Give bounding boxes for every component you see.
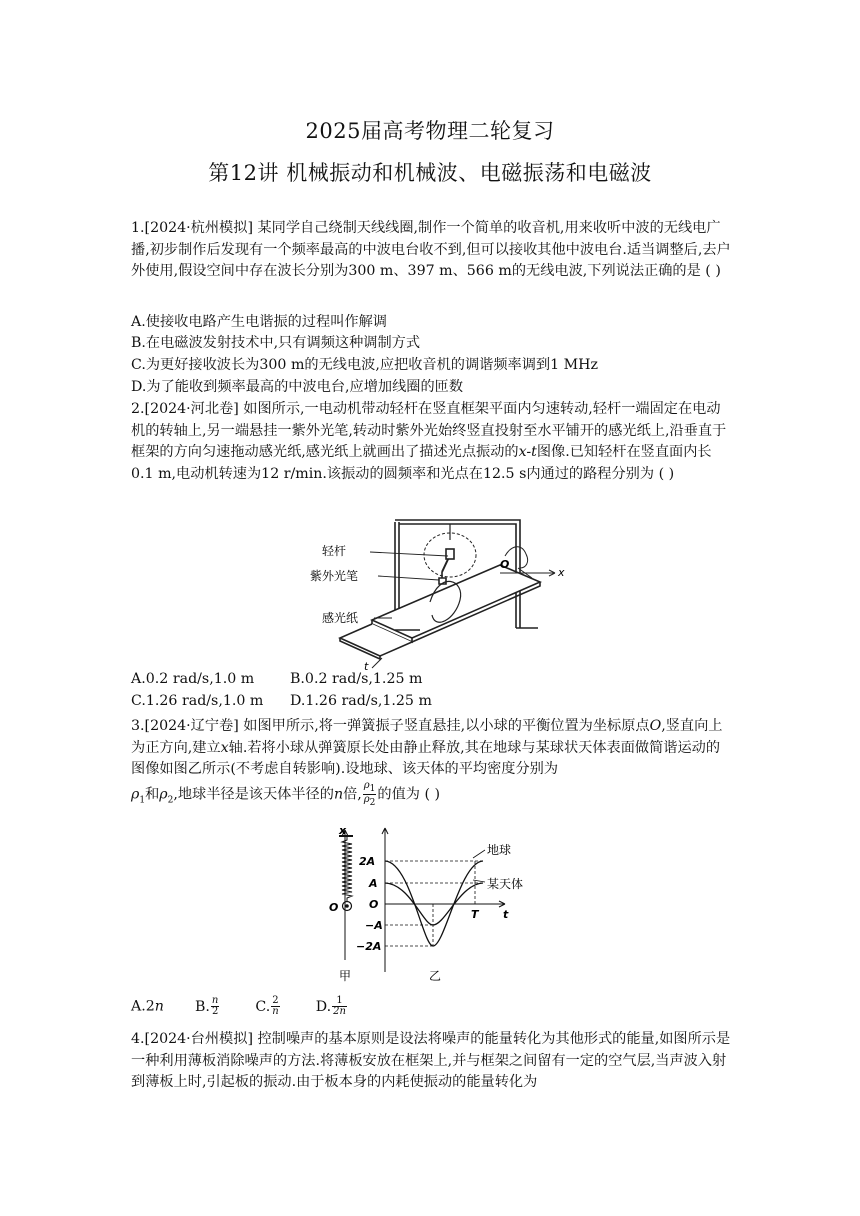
tick-origin: O — [369, 898, 379, 911]
q2-option-a: A.0.2 rad/s,1.0 m — [131, 671, 255, 687]
spring-x-axis-label: x — [339, 824, 347, 837]
q3-stem: 3.[2024·辽宁卷] 如图甲所示,将一弹簧振子竖直悬挂,以小球的平衡位置为坐标原点O,竖直向上为正方向,建立x轴.若将小球从弹簧原长处由静止释放,其在地球与某球状天体表面做简谐运动的图像如图乙所示(不考虑自转影响).设地球、该天体的平均密度分别为 $\rho_1$和$\rho_2$,地球半径是该天体半径的n倍, $\frac{\rho_1}{\rho_2}$ 的值为 ( ) — [131, 718, 723, 808]
q3-option-a: A.2n — [131, 998, 164, 1015]
legend-earth: 地球 — [487, 843, 512, 857]
q1-option-b: B.在电磁波发射技术中,只有调频这种调制方式 — [131, 335, 421, 351]
tick-neg-2a: −2A — [356, 940, 382, 953]
label-t-axis: t — [364, 660, 369, 670]
period-label: T — [471, 908, 479, 921]
label-photo-paper: 感光纸 — [322, 611, 359, 625]
time-axis-label: t — [503, 908, 509, 921]
label-rod: 轻杆 — [322, 544, 347, 558]
rho-ratio-fraction: $\frac{\rho_1}{\rho_2}$ — [363, 779, 376, 808]
q3-option-b: B. $\frac{n}{2}$ — [194, 995, 219, 1017]
q2-stem: 2.[2024·河北卷] 如图所示,一电动机带动轻杆在竖直框架平面内匀速转动,轻杆一端固定在电动机的转轴上,另一端悬挂一紫外光笔,转动时紫外光始终竖直投射至水平铺开的感光纸上,沿垂直于框架的方向匀速拖动感光纸,感光纸上就画出了描述光点振动的x-t图像.已知轻杆在竖直面内长0.1 m,电动机转速为12 r/min.该振动的圆频率和光点在12.5 s内通过的路程分别为 ( ) — [131, 401, 727, 482]
tick-2a: 2A — [359, 855, 376, 868]
label-origin: O — [500, 558, 510, 571]
tick-a: A — [369, 877, 378, 890]
q3-option-d: D. $\frac{1}{2n}$ — [315, 995, 346, 1017]
q4-stem: 4.[2024·台州模拟] 控制噪声的基本原则是设法将噪声的能量转化为其他形式的能量,如图所示是一种利用薄板消除噪声的方法.将薄板安放在框架上,并与框架之间留有一定的空气层,当声波入射到薄板上时,引起板的振动.由于板本身的内耗使振动的能量转化为 — [131, 1031, 731, 1090]
q1-option-c: C.为更好接收波长为300 m的无线电波,应把收音机的调谐频率调到1 MHz — [131, 357, 599, 373]
q2-option-d: D.1.26 rad/s,1.25 m — [290, 693, 432, 709]
q1-option-a: A.使接收电路产生电谐振的过程叫作解调 — [131, 314, 387, 330]
q1-option-d: D.为了能收到频率最高的中波电台,应增加线圈的匝数 — [131, 379, 464, 395]
q3-options — [131, 996, 348, 1017]
caption-jia: 甲 — [339, 969, 352, 982]
document-title: 2025届高考物理二轮复习 — [305, 119, 555, 143]
q2-option-c: C.1.26 rad/s,1.0 m — [131, 693, 264, 709]
legend-celestial-body: 某天体 — [487, 877, 524, 891]
q3-figure — [325, 822, 525, 982]
q1-stem: 1.[2024·杭州模拟] 某同学自己绕制天线线圈,制作一个简单的收音机,用来收听中波的无线电广播,初步制作后发现有一个频率最高的中波电台收不到,但可以接收其他中波电台.适当调整后,去户外使用,假设空间中存在波长分别为300 m、397 m、566 m的无线电波,下列说法正确的是 ( ) — [131, 220, 731, 279]
label-x-axis: x — [558, 566, 565, 579]
q3-option-c: C. $\frac{2}{n}$ — [255, 995, 279, 1017]
spring-origin-label: O — [329, 901, 339, 914]
tick-neg-a: −A — [365, 919, 383, 932]
lesson-title: 第12讲 机械振动和机械波、电磁振荡和电磁波 — [208, 161, 652, 185]
caption-yi: 乙 — [429, 969, 442, 982]
q2-option-b: B.0.2 rad/s,1.25 m — [290, 671, 423, 687]
q2-figure — [300, 510, 570, 670]
label-uv-pen: 紫外光笔 — [310, 569, 359, 583]
